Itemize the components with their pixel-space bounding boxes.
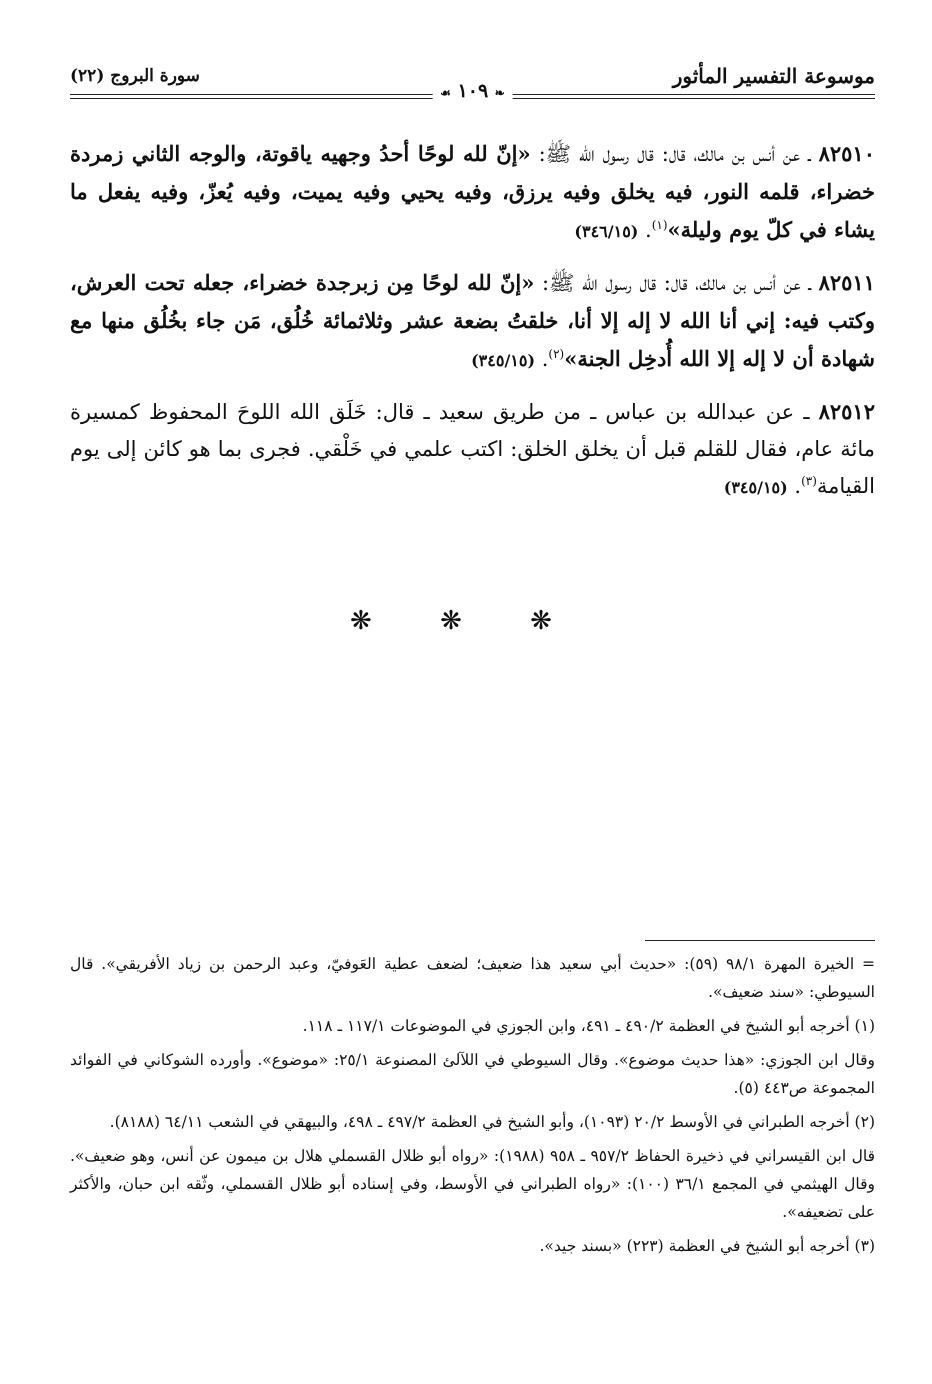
footnote-divider	[645, 940, 875, 941]
surah-label: سورة البروج (٢٢)	[70, 66, 208, 86]
entry-intro: ـ عن أنس بن مالك، قال: قال رسول الله ﷺ:	[541, 271, 811, 295]
entry-number: ٨٢٥١٢	[818, 399, 875, 424]
entry-intro: ـ عن عبدالله بن عباس ـ من طريق سعيد ـ قال:	[375, 400, 810, 424]
hadith-entry: ٨٢٥١١ ـ عن أنس بن مالك، قال: قال رسول الله ﷺ: «إنّ لله لوحًا مِن زبرجدة خضراء، جعله تحت العرش، وكتب فيه: إني أنا الله لا إله إلا أنا، خلقتُ بضعة عشر وثلاثمائة خُلُق، مَن جاء بخُلُق منها مع شهادة أن لا إله إلا الله أُدخِل الجنة»$^{(٢)}$. (٣٤٥/١٥)	[70, 270, 875, 371]
ornament-icon: ☙	[440, 86, 451, 100]
entry-reference: (٣٤٥/١٥)	[723, 478, 788, 497]
entry-quote: خَلَق الله اللوحَ المحفوظ كمسيرة مائة عام، فقال للقلم قبل أن يخلق الخلق: اكتب علمي في خَلْقي. فجرى بما هو كائن إلى يوم القيامة	[70, 400, 875, 498]
entry-quote: «إنّ لله لوحًا مِن زبرجدة خضراء، جعله تحت العرش، وكتب فيه: إني أنا الله لا إله إلا أنا، خلقتُ بضعة عشر وثلاثمائة خُلُق، مَن جاء بخُلُق منها مع شهادة أن لا إله إلا الله أُدخِل الجنة»	[70, 270, 875, 371]
entry-intro: ـ عن أنس بن مالك، قال: قال رسول الله ﷺ:	[538, 142, 811, 166]
entry-reference: (٣٤٥/١٥)	[471, 351, 536, 370]
athar-entry: ٨٢٥١٢ ـ عن عبدالله بن عباس ـ من طريق سعيد ـ قال: خَلَق الله اللوحَ المحفوظ كمسيرة مائة عام، فقال للقلم قبل أن يخلق الخلق: اكتب علمي في خَلْقي. فجرى بما هو كائن إلى يوم القيامة$^{(٣)}$. (٣٤٥/١٥)	[70, 399, 875, 498]
footnote: (٣) أخرجه أبو الشيخ في العظمة (٢٢٣) «بسند جيد».	[539, 1237, 875, 1255]
page-number-block	[432, 80, 513, 102]
footnotes	[70, 950, 875, 1266]
entry-reference: (٣٤٦/١٥)	[574, 222, 639, 241]
footnote-marker: (١)	[651, 218, 668, 232]
footnote: = الخيرة المهرة ٩٨/١ (٥٩): «حديث أبي سعيد هذا ضعيف؛ لضعف عطية العَوفيّ، وعبد الرحمن بن زياد الأفريقي». قال السيوطي: «سند ضعيف».	[70, 955, 875, 1001]
entry-number: ٨٢٥١١	[818, 270, 875, 295]
entry-number: ٨٢٥١٠	[818, 141, 875, 166]
footnote-marker: (٣)	[801, 474, 817, 488]
footnote-marker: (٢)	[548, 347, 565, 361]
section-separator: ❋ ❋ ❋	[350, 606, 582, 636]
page-number: ١٠٩	[457, 80, 489, 102]
ornament-icon: ❧	[494, 86, 505, 100]
book-title: موسوعة التفسير المأثور	[665, 64, 875, 88]
page-header	[70, 64, 875, 104]
footnote: قال ابن القيسراني في ذخيرة الحفاظ ٩٥٧/٢ ـ ٩٥٨ (١٩٨٨): «رواه أبو ظلال القسملي هلال بن ميمون عن أنس، وهو ضعيف». وقال الهيثمي في المجمع ٣٦/١ (١٠٠): «رواه الطبراني في الأوسط، وفي إسناده أبو ظلال القسملي، وثّقه ابن حبان، والأكثر على تضعيفه».	[70, 1147, 875, 1221]
hadith-entry: ٨٢٥١٠ ـ عن أنس بن مالك، قال: قال رسول الله ﷺ: «إنّ لله لوحًا أحدُ وجهيه ياقوتة، والوجه الثاني زمردة خضراء، قلمه النور، فيه يخلق وفيه يرزق، وفيه يحيي وفيه يميت، وفيه يُعزّ، وفيه يفعل ما يشاء في كلّ يوم وليلة»$^{(١)}$. (٣٤٦/١٥)	[70, 141, 875, 242]
footnote: (٢) أخرجه الطبراني في الأوسط ٢٠/٢ (١٠٩٣)، وأبو الشيخ في العظمة ٤٩٧/٢ ـ ٤٩٨، والبيهقي في الشعب ٦٤/١١ (٨١٨٨).	[109, 1113, 875, 1131]
main-text	[70, 135, 875, 520]
footnote: (١) أخرجه أبو الشيخ في العظمة ٤٩٠/٢ ـ ٤٩١، وابن الجوزي في الموضوعات ١١٧/١ ـ ١١٨.	[302, 1017, 875, 1035]
entry-quote: «إنّ لله لوحًا أحدُ وجهيه ياقوتة، والوجه الثاني زمردة خضراء، قلمه النور، فيه يخلق وفيه يرزق، وفيه يحيي وفيه يميت، وفيه يُعزّ، وفيه يفعل ما يشاء في كلّ يوم وليلة»	[70, 141, 875, 242]
footnote: وقال ابن الجوزي: «هذا حديث موضوع». وقال السيوطي في اللآلئ المصنوعة ٢٥/١: «موضوع». وأورده الشوكاني في الفوائد المجموعة ص٤٤٣ (٥).	[70, 1051, 875, 1097]
